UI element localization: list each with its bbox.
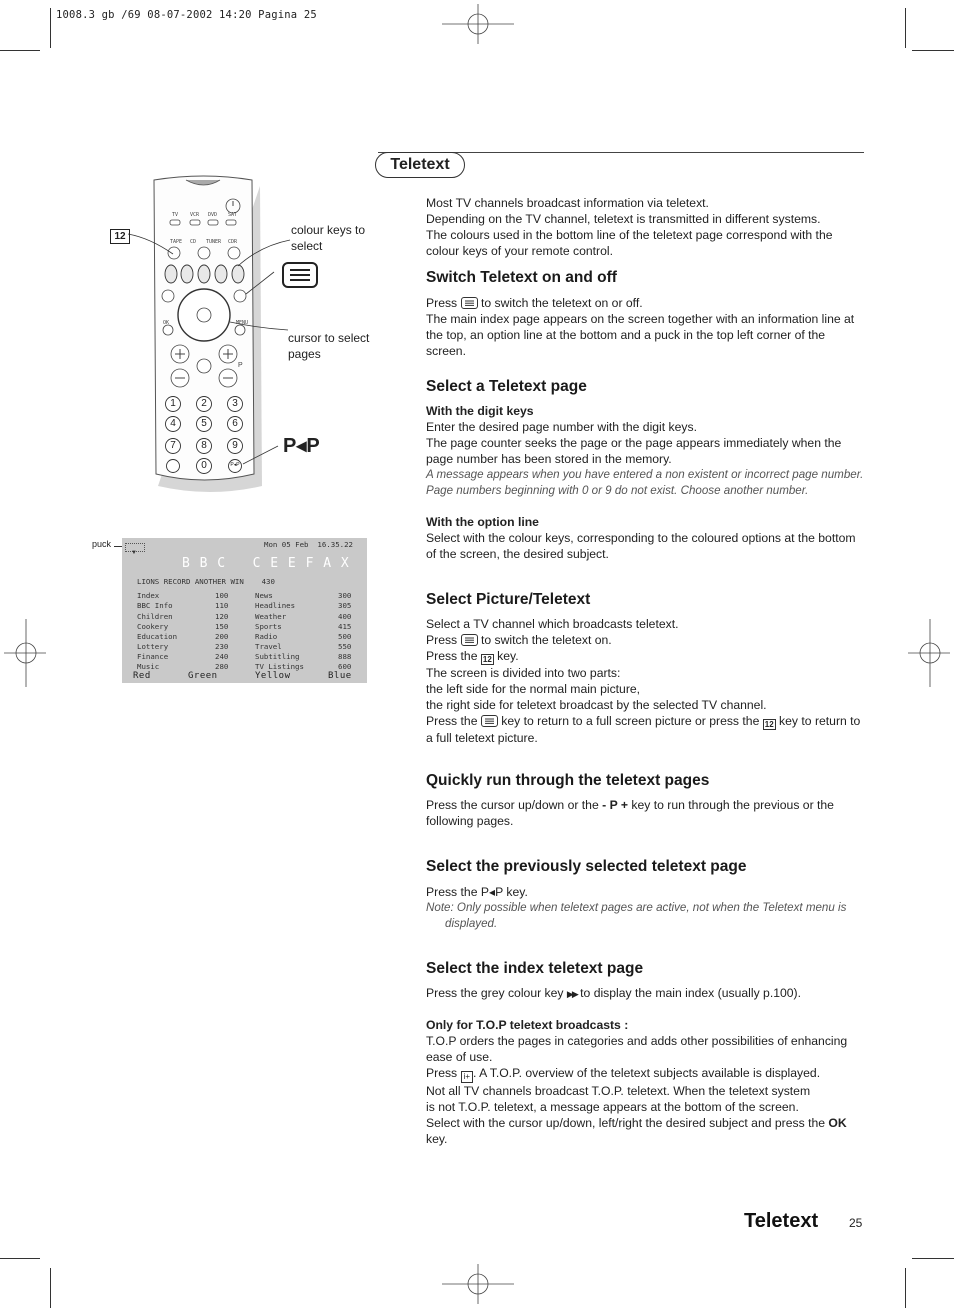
p-label: P [238, 362, 243, 369]
top-key-icon: i+ [461, 1071, 473, 1083]
index-entry: Children [137, 612, 173, 621]
index-page: 600 [338, 662, 352, 671]
index-page: 200 [215, 632, 229, 641]
switch-body: The main index page appears on the screen together with an information line at the top, an option line at the bottom and a puck in the top left corner of the screen. [426, 312, 855, 358]
index-page: 230 [215, 642, 229, 651]
index-page: 280 [215, 662, 229, 671]
switch-press-post: to switch the teletext on or off. [480, 296, 643, 310]
teletext-screen [122, 538, 367, 683]
ok-key-label: OK [828, 1116, 847, 1130]
crop-mark [50, 8, 51, 48]
option-green: Green [188, 671, 218, 681]
index-line: is not T.O.P. teletext, a message appears at the bottom of the screen. [426, 1100, 799, 1114]
source-key-label: TAPE [170, 239, 183, 245]
index-entry: Sports [255, 622, 282, 631]
picture-section [426, 592, 866, 746]
digit-key: 0 [201, 460, 207, 471]
index-section [426, 961, 866, 1147]
index-text: Press [426, 1066, 458, 1080]
digit-key: 7 [170, 440, 176, 451]
index-entry: Music [137, 662, 160, 671]
picture-text: to switch the teletext on. [480, 633, 612, 647]
screen-brand: B B C C E E F A X [182, 556, 350, 571]
teletext-key-icon [282, 262, 318, 288]
index-entry: Lottery [137, 642, 169, 651]
ok-label: OK [163, 320, 170, 326]
index-page: 240 [215, 652, 229, 661]
previous-text: key. [506, 885, 528, 899]
index-page: 100 [215, 591, 229, 600]
crop-mark [912, 1258, 954, 1259]
picture-line: The screen is divided into two parts: [426, 666, 621, 680]
index-page: 305 [338, 601, 352, 610]
print-header: 1008.3 gb /69 08-07-2002 14:20 Pagina 25 [56, 9, 317, 21]
index-heading: Select the index teletext page [426, 960, 644, 977]
digit-key: 5 [201, 418, 207, 429]
pp-key-icon: P◂P [283, 435, 320, 457]
source-key-label: SAT [228, 212, 238, 218]
crop-mark [0, 50, 40, 51]
index-page: 888 [338, 652, 352, 661]
pp-key-label: P◂P [230, 462, 240, 468]
picture-text: key to return to a full screen picture or press the [501, 714, 760, 728]
previous-text: Press the [426, 885, 478, 899]
index-page: 150 [215, 622, 229, 631]
p-key-label: - P + [602, 798, 628, 812]
picture-text: Press the [426, 714, 478, 728]
index-page: 300 [338, 591, 352, 600]
digit-keys-subheading: With the digit keys [426, 404, 534, 418]
crop-mark [0, 1258, 40, 1259]
intro-block [426, 195, 866, 259]
digit-key: 8 [201, 440, 207, 451]
previous-heading: Select the previously selected teletext page [426, 858, 747, 875]
index-line: T.O.P orders the pages in categories and adds other possibilities of enhancing ease of use. [426, 1034, 848, 1064]
index-entry: Cookery [137, 622, 169, 631]
select-page-note: A message appears when you have entered a non existent or incorrect page number. Page numbers beginning with 0 or 9 do not exist. Choose another number. [426, 468, 864, 497]
registration-mark-top [440, 2, 516, 46]
index-entry: Education [137, 632, 178, 641]
source-key-label: CDR [228, 239, 238, 245]
index-text: . A T.O.P. overview of the teletext subjects available is displayed. [473, 1066, 821, 1080]
fast-forward-icon: ▶▶ [566, 989, 577, 999]
source-key-label: VCR [190, 212, 200, 218]
split-screen-key-icon: 12 [482, 655, 492, 664]
split-key-label: 12 [114, 231, 126, 242]
picture-text: Press [426, 633, 458, 647]
top-subheading: Only for T.O.P teletext broadcasts : [426, 1018, 629, 1032]
previous-note: Note: Only possible when teletext pages are active, not when the Teletext menu is displayed. [426, 901, 847, 930]
cursor-callout: cursor to select pages [288, 331, 370, 361]
pp-key-label: P◂P [480, 885, 504, 899]
intro-line: Depending on the TV channel, teletext is transmitted in different systems. [426, 212, 821, 226]
index-page: 120 [215, 612, 229, 621]
crop-mark [905, 1268, 906, 1308]
select-page-line: Select with the colour keys, corresponding to the coloured options at the bottom of the screen, the desired subject. [426, 531, 856, 561]
index-text: key. [426, 1132, 448, 1146]
select-page-heading: Select a Teletext page [426, 378, 587, 395]
footer-title: Teletext [744, 1210, 819, 1232]
teletext-key-icon [461, 297, 478, 309]
quick-text: Press the cursor up/down or the [426, 798, 599, 812]
previous-section [426, 859, 866, 932]
index-text: to display the main index (usually p.100). [580, 986, 801, 1000]
puck-arrow: ▼ [131, 550, 137, 556]
option-blue: Blue [328, 671, 352, 681]
page-number: 25 [849, 1216, 863, 1230]
digit-key: 4 [170, 418, 176, 429]
switch-press: Press [426, 296, 458, 310]
crop-mark [50, 1268, 51, 1308]
index-entry: Weather [255, 612, 287, 621]
digit-key: 3 [232, 398, 238, 409]
index-line: Not all TV channels broadcast T.O.P. teletext. When the teletext system [426, 1084, 811, 1098]
intro-line: Most TV channels broadcast information via teletext. [426, 196, 709, 210]
digit-key: 9 [232, 440, 238, 451]
source-key-label: TUNER [206, 239, 222, 245]
index-page: 400 [338, 612, 352, 621]
registration-mark-left [2, 617, 48, 689]
index-entry: News [255, 591, 273, 600]
picture-line: the right side for teletext broadcast by the selected TV channel. [426, 698, 767, 712]
picture-text: key to return to a full teletext picture. [426, 714, 861, 745]
picture-line: Select a TV channel which broadcasts teletext. [426, 617, 679, 631]
puck-label: puck [92, 539, 112, 549]
switch-section [426, 270, 866, 359]
source-key-label: TV [172, 212, 179, 218]
index-text: Press the grey colour key [426, 986, 564, 1000]
quick-heading: Quickly run through the teletext pages [426, 772, 710, 789]
quick-section [426, 773, 866, 829]
teletext-key-icon [481, 715, 498, 727]
picture-heading: Select Picture/Teletext [426, 591, 591, 608]
teletext-key-icon [461, 634, 478, 646]
source-key-label: DVD [208, 212, 218, 218]
digit-key: 1 [170, 398, 176, 409]
option-yellow: Yellow [255, 671, 291, 681]
index-entry: Subtitling [255, 652, 300, 661]
crop-mark [905, 8, 906, 48]
select-page-section [426, 379, 866, 562]
index-page: 500 [338, 632, 352, 641]
registration-mark-right [906, 617, 952, 689]
index-entry: BBC Info [137, 601, 173, 610]
index-text: Select with the cursor up/down, left/right the desired subject and press the [426, 1116, 826, 1130]
split-screen-key-icon [110, 229, 130, 244]
picture-text: key. [497, 649, 519, 663]
screen-date: Mon 05 Feb 16.35.22 [264, 540, 353, 549]
digit-key: 2 [201, 398, 207, 409]
index-page: 415 [338, 622, 352, 631]
source-key-label: CD [190, 239, 197, 245]
intro-line: The colours used in the bottom line of the teletext page correspond with the colour keys of your remote control. [426, 228, 833, 258]
menu-label: MENU [236, 320, 249, 326]
index-page: 110 [215, 601, 229, 610]
select-page-line: Enter the desired page number with the digit keys. [426, 420, 697, 434]
select-page-line: The page counter seeks the page or the page appears immediately when the page number has been stored in the memory. [426, 436, 842, 466]
index-entry: Headlines [255, 601, 296, 610]
digit-key: 6 [232, 418, 238, 429]
switch-heading: Switch Teletext on and off [426, 269, 617, 286]
option-line-subheading: With the option line [426, 515, 539, 529]
index-page: 550 [338, 642, 352, 651]
index-entry: Travel [255, 642, 282, 651]
index-entry: Index [137, 591, 160, 600]
crop-mark [912, 50, 954, 51]
quick-text: key to run through the previous or the following pages. [426, 798, 834, 828]
index-entry: Radio [255, 632, 278, 641]
colour-keys-callout: colour keys to select [291, 223, 366, 253]
index-entry: Finance [137, 652, 169, 661]
option-red: Red [133, 671, 151, 681]
section-title-pill: Teletext [375, 152, 465, 178]
picture-line: the left side for the normal main picture, [426, 682, 641, 696]
picture-text: Press the [426, 649, 478, 663]
registration-mark-bottom [440, 1262, 516, 1306]
split-screen-key-icon: 12 [764, 720, 774, 729]
screen-headline: LIONS RECORD ANOTHER WIN 430 [137, 577, 275, 586]
index-entry: TV Listings [255, 662, 304, 671]
